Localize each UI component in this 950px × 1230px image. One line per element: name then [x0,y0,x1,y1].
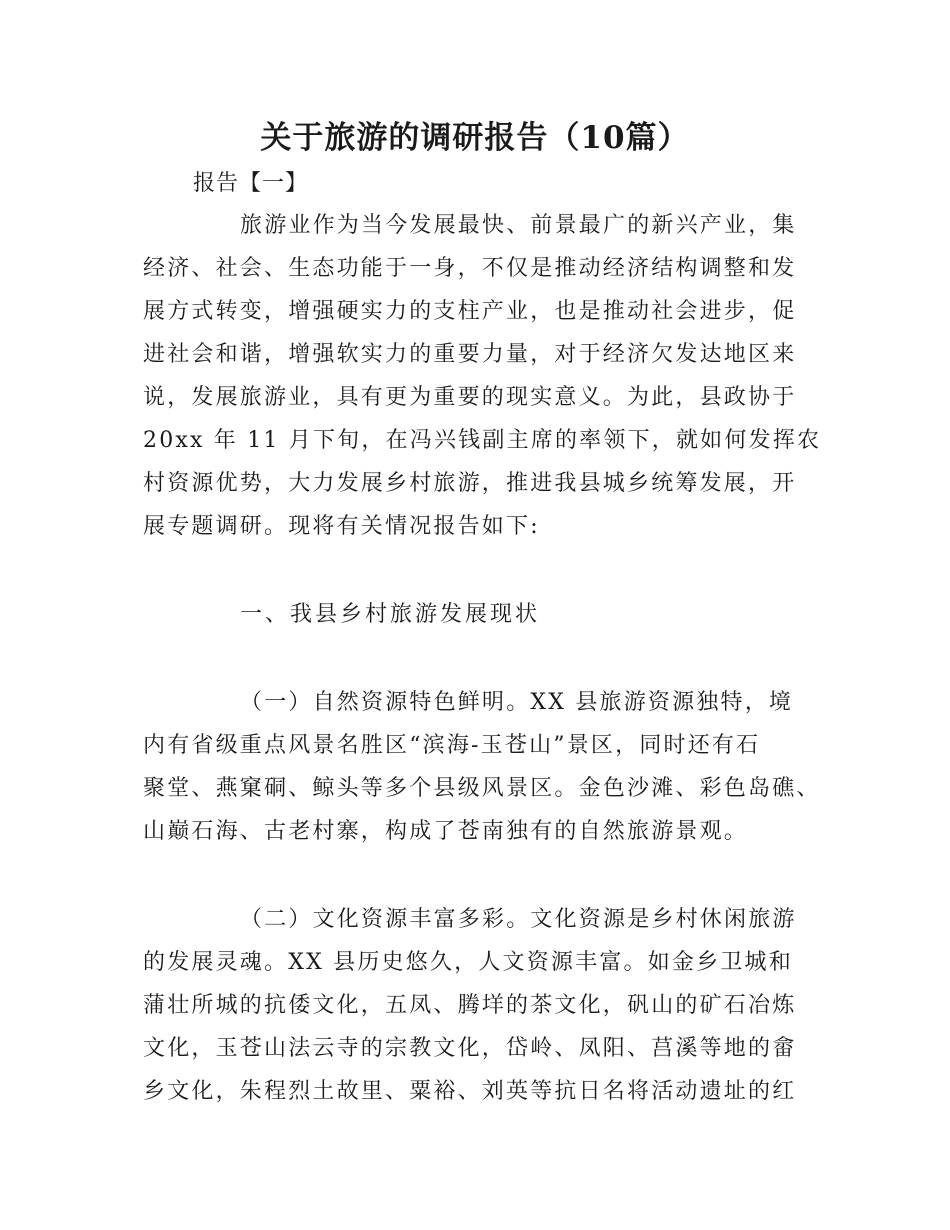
paragraph-line: 村资源优势，大力发展乡村旅游，推进我县城乡统筹发展，开 [143,471,797,496]
paragraph-line: 聚堂、燕窠硐、鲸头等多个县级风景区。金色沙滩、彩色岛礁、 [143,776,821,801]
paragraph-line: 经济、社会、生态功能于一身，不仅是推动经济结构调整和发 [143,256,797,281]
paragraph-line: 乡文化，朱程烈土故里、粟裕、刘英等抗日名将活动遗址的红 [143,1079,797,1104]
page-title: 关于旅游的调研报告（10篇） [260,120,690,156]
paragraph-line: （二）文化资源丰富多彩。文化资源是乡村休闲旅游 [240,907,797,932]
paragraph-line: 蒲壮所城的抗倭文化，五凤、腾垟的茶文化，矾山的矿石冶炼 [143,993,797,1018]
paragraph-line: 的发展灵魂。XX 县历史悠久，人文资源丰富。如金乡卫城和 [143,950,793,975]
paragraph-line: 文化，玉苍山法云寺的宗教文化，岱岭、凤阳、莒溪等地的畲 [143,1036,797,1061]
paragraph-line: 20xx 年 11 月下旬，在冯兴钱副主席的率领下，就如何发挥农 [143,428,822,453]
paragraph-line: 内有省级重点风景名胜区“滨海-玉苍山”景区，同时还有石 [143,733,761,758]
paragraph-line: 展专题调研。现将有关情况报告如下: [143,514,540,539]
paragraph-line: 旅游业作为当今发展最快、前景最广的新兴产业，集 [240,213,797,238]
section-heading: 一、我县乡村旅游发展现状 [240,602,541,627]
paragraph-line: 说，发展旅游业，具有更为重要的现实意义。为此，县政协于 [143,385,797,410]
paragraph-line: 山巅石海、古老村寨，构成了苍南独有的自然旅游景观。 [143,819,749,844]
report-subheading: 报告【一】 [193,171,309,196]
paragraph-line: （一）自然资源特色鲜明。XX 县旅游资源独特，境 [240,690,794,715]
paragraph-line: 展方式转变，增强硬实力的支柱产业，也是推动社会进步，促 [143,299,797,324]
paragraph-line: 进社会和谐，增强软实力的重要力量，对于经济欠发达地区来 [143,342,797,367]
